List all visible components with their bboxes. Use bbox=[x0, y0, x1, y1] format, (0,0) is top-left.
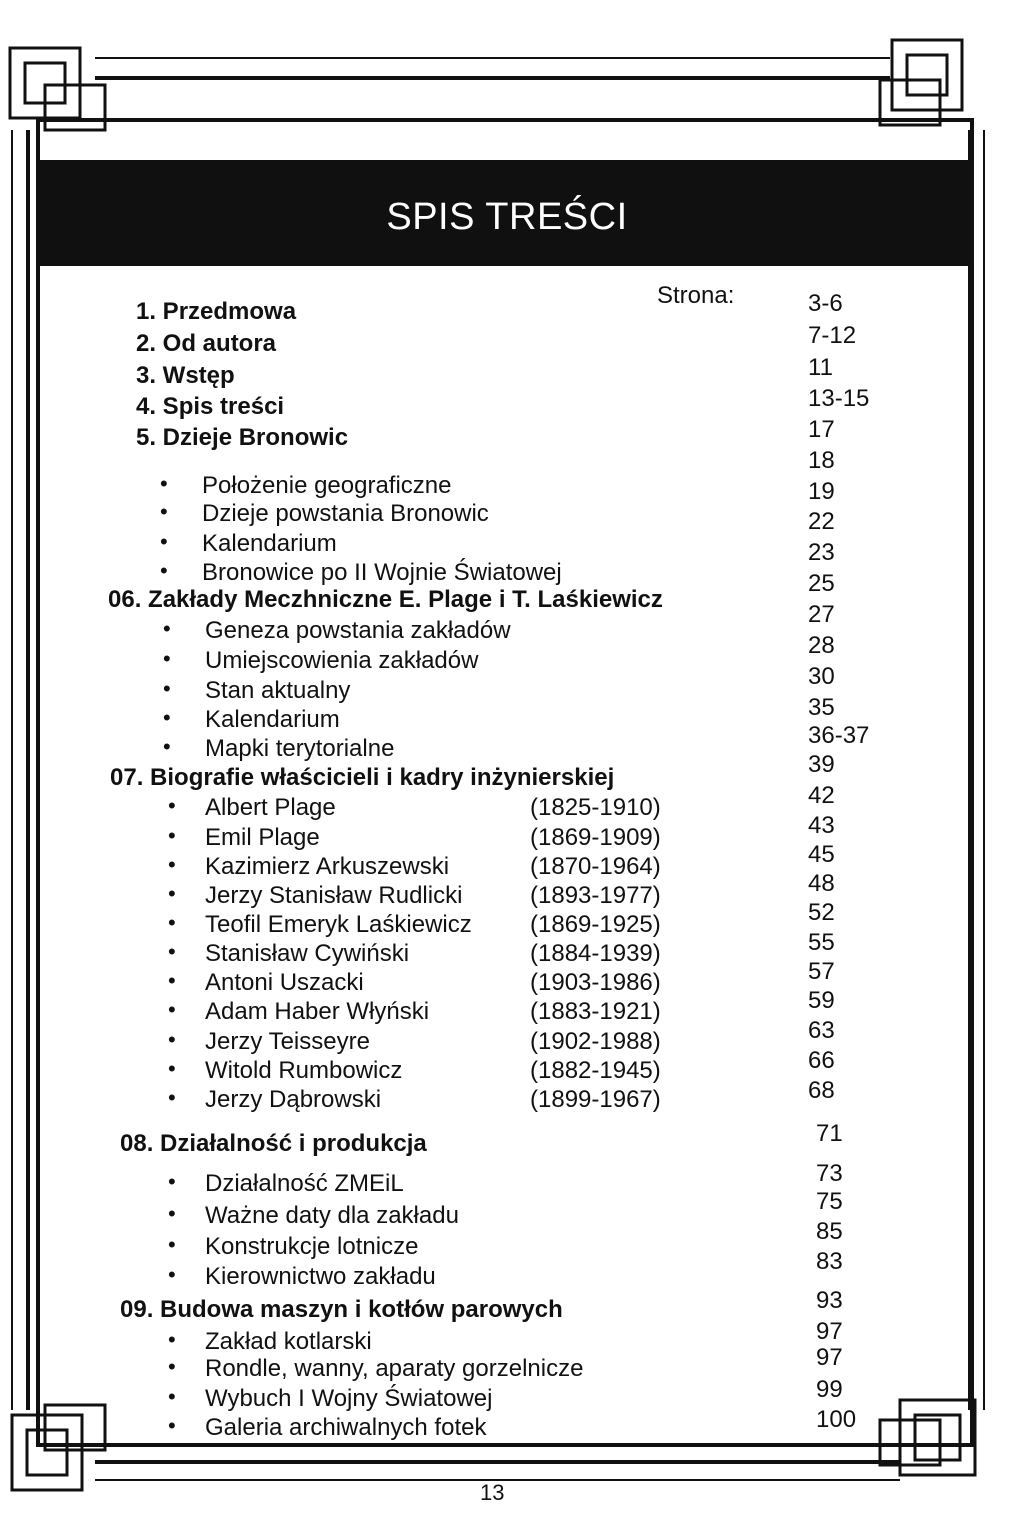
toc-item-years: (1825-1910) bbox=[530, 794, 661, 821]
toc-item-years: (1884-1939) bbox=[530, 940, 661, 967]
toc-item-years: (1899-1967) bbox=[530, 1086, 661, 1113]
bullet-icon: • bbox=[168, 1201, 176, 1226]
toc-page-ref: 45 bbox=[808, 841, 835, 868]
toc-page-ref: 93 bbox=[816, 1287, 843, 1314]
toc-page-ref: 30 bbox=[808, 663, 835, 690]
toc-item: Jerzy Teisseyre bbox=[205, 1028, 370, 1055]
bullet-icon: • bbox=[163, 616, 171, 641]
bullet-icon: • bbox=[168, 939, 176, 964]
toc-heading: 1. Przedmowa bbox=[136, 298, 297, 325]
toc-item-years: (1870-1964) bbox=[530, 853, 661, 880]
bullet-icon: • bbox=[163, 646, 171, 671]
bullet-icon: • bbox=[168, 1085, 176, 1110]
toc-page-ref: 66 bbox=[808, 1047, 835, 1074]
toc-item: Jerzy Dąbrowski bbox=[205, 1086, 382, 1113]
toc-page-ref: 100 bbox=[816, 1406, 857, 1433]
toc-page-ref: 28 bbox=[808, 632, 835, 659]
bullet-icon: • bbox=[168, 1384, 176, 1409]
toc-heading: 09. Budowa maszyn i kotłów parowych bbox=[120, 1296, 563, 1323]
toc-item: Stan aktualny bbox=[205, 677, 351, 704]
bullet-icon: • bbox=[168, 881, 176, 906]
bullet-icon: • bbox=[163, 705, 171, 730]
toc-page-ref: 85 bbox=[816, 1218, 843, 1245]
toc-item-years: (1893-1977) bbox=[530, 882, 661, 909]
page-number: 13 bbox=[480, 1480, 505, 1505]
toc-page-ref: 11 bbox=[808, 354, 833, 381]
toc-heading: 3. Wstęp bbox=[136, 362, 235, 389]
toc-item: Emil Plage bbox=[205, 824, 320, 851]
toc-page-ref: 48 bbox=[808, 870, 835, 897]
toc-page-ref: 42 bbox=[808, 782, 835, 809]
toc-page-ref: 25 bbox=[808, 570, 835, 597]
toc-item: Kalendarium bbox=[205, 706, 340, 733]
toc-page-ref: 68 bbox=[808, 1077, 835, 1104]
toc-item: Witold Rumbowicz bbox=[205, 1057, 403, 1084]
toc-heading: 2. Od autora bbox=[136, 330, 277, 357]
toc-item: Galeria archiwalnych fotek bbox=[205, 1414, 487, 1441]
bullet-icon: • bbox=[168, 997, 176, 1022]
bullet-icon: • bbox=[168, 1413, 176, 1438]
page-column-label: Strona: bbox=[657, 282, 735, 309]
toc-item-years: (1883-1921) bbox=[530, 998, 661, 1025]
toc-item: Rondle, wanny, aparaty gorzelnicze bbox=[205, 1355, 584, 1382]
toc-item: Zakład kotlarski bbox=[205, 1328, 372, 1355]
toc-item-years: (1882-1945) bbox=[530, 1057, 661, 1084]
toc-page-ref: 19 bbox=[808, 478, 835, 505]
toc-item-years: (1869-1909) bbox=[530, 824, 661, 851]
toc-heading: 07. Biografie właścicieli i kadry inżynierskiej bbox=[110, 764, 615, 791]
toc-item: Wybuch I Wojny Światowej bbox=[205, 1385, 493, 1412]
toc-item: Działalność ZMEiL bbox=[205, 1170, 404, 1197]
toc-item: Jerzy Stanisław Rudlicki bbox=[205, 882, 463, 909]
toc-page-ref: 83 bbox=[816, 1248, 843, 1275]
toc-page-ref: 97 bbox=[816, 1318, 843, 1345]
toc-item: Ważne daty dla zakładu bbox=[205, 1202, 459, 1229]
toc-page-ref: 18 bbox=[808, 447, 835, 474]
toc-item: Geneza powstania zakładów bbox=[205, 617, 511, 644]
toc-item: Albert Plage bbox=[205, 794, 336, 821]
toc-page-ref: 17 bbox=[808, 416, 835, 443]
toc-page-ref: 99 bbox=[816, 1376, 843, 1403]
bullet-icon: • bbox=[160, 471, 168, 496]
toc-page-ref: 7-12 bbox=[808, 322, 857, 349]
toc-page-ref: 36-37 bbox=[808, 722, 870, 749]
toc-page-ref: 35 bbox=[808, 694, 835, 721]
toc-page-ref: 75 bbox=[816, 1188, 843, 1215]
page-title: SPIS TREŚCI bbox=[386, 196, 628, 238]
toc-heading: 08. Działalność i produkcja bbox=[120, 1130, 427, 1157]
bullet-icon: • bbox=[168, 852, 176, 877]
toc-page-ref: 55 bbox=[808, 929, 835, 956]
toc-page-ref: 57 bbox=[808, 958, 835, 985]
bullet-icon: • bbox=[168, 1354, 176, 1379]
toc-heading: 06. Zakłady Meczhniczne E. Plage i T. Laśkiewicz bbox=[108, 586, 663, 613]
toc-item: Mapki terytorialne bbox=[205, 735, 395, 762]
bullet-icon: • bbox=[168, 910, 176, 935]
bullet-icon: • bbox=[168, 1056, 176, 1081]
bullet-icon: • bbox=[168, 1327, 176, 1352]
bullet-icon: • bbox=[168, 1027, 176, 1052]
toc-page-ref: 59 bbox=[808, 987, 835, 1014]
toc-item: Kierownictwo zakładu bbox=[205, 1263, 436, 1290]
bullet-icon: • bbox=[168, 1232, 176, 1257]
toc-page-ref: 13-15 bbox=[808, 385, 870, 412]
toc-item: Umiejscowienia zakładów bbox=[205, 647, 479, 674]
toc-item: Kalendarium bbox=[202, 530, 337, 557]
toc-page-ref: 97 bbox=[816, 1344, 843, 1371]
toc-item: Położenie geograficzne bbox=[202, 472, 452, 499]
toc-item: Teofil Emeryk Laśkiewicz bbox=[205, 911, 472, 938]
toc-item: Stanisław Cywiński bbox=[205, 940, 410, 967]
bullet-icon: • bbox=[160, 499, 168, 524]
bullet-icon: • bbox=[168, 968, 176, 993]
bullet-icon: • bbox=[168, 823, 176, 848]
bullet-icon: • bbox=[163, 676, 171, 701]
toc-page-ref: 23 bbox=[808, 539, 835, 566]
toc-item-years: (1903-1986) bbox=[530, 969, 661, 996]
toc-heading: 4. Spis treści bbox=[136, 393, 285, 420]
toc-item: Dzieje powstania Bronowic bbox=[202, 500, 489, 527]
toc-item: Bronowice po II Wojnie Światowej bbox=[202, 559, 562, 586]
toc-page-ref: 39 bbox=[808, 751, 835, 778]
toc-page-ref: 71 bbox=[816, 1120, 843, 1147]
toc-item: Antoni Uszacki bbox=[205, 969, 364, 996]
toc-item: Kazimierz Arkuszewski bbox=[205, 853, 450, 880]
toc-page-ref: 63 bbox=[808, 1017, 835, 1044]
toc-item-years: (1902-1988) bbox=[530, 1028, 661, 1055]
toc-item-years: (1869-1925) bbox=[530, 911, 661, 938]
bullet-icon: • bbox=[160, 529, 168, 554]
bullet-icon: • bbox=[160, 558, 168, 583]
toc-page-ref: 3-6 bbox=[808, 290, 843, 317]
toc-page-ref: 43 bbox=[808, 812, 835, 839]
bullet-icon: • bbox=[168, 1262, 176, 1287]
toc-page-ref: 27 bbox=[808, 601, 835, 628]
toc-page-ref: 52 bbox=[808, 899, 835, 926]
bullet-icon: • bbox=[168, 1169, 176, 1194]
toc-item: Konstrukcje lotnicze bbox=[205, 1233, 419, 1260]
toc-item: Adam Haber Włyński bbox=[205, 998, 430, 1025]
toc-heading: 5. Dzieje Bronowic bbox=[136, 424, 349, 451]
toc-page-ref: 22 bbox=[808, 508, 835, 535]
bullet-icon: • bbox=[168, 793, 176, 818]
bullet-icon: • bbox=[163, 734, 171, 759]
toc-page-ref: 73 bbox=[816, 1160, 843, 1187]
